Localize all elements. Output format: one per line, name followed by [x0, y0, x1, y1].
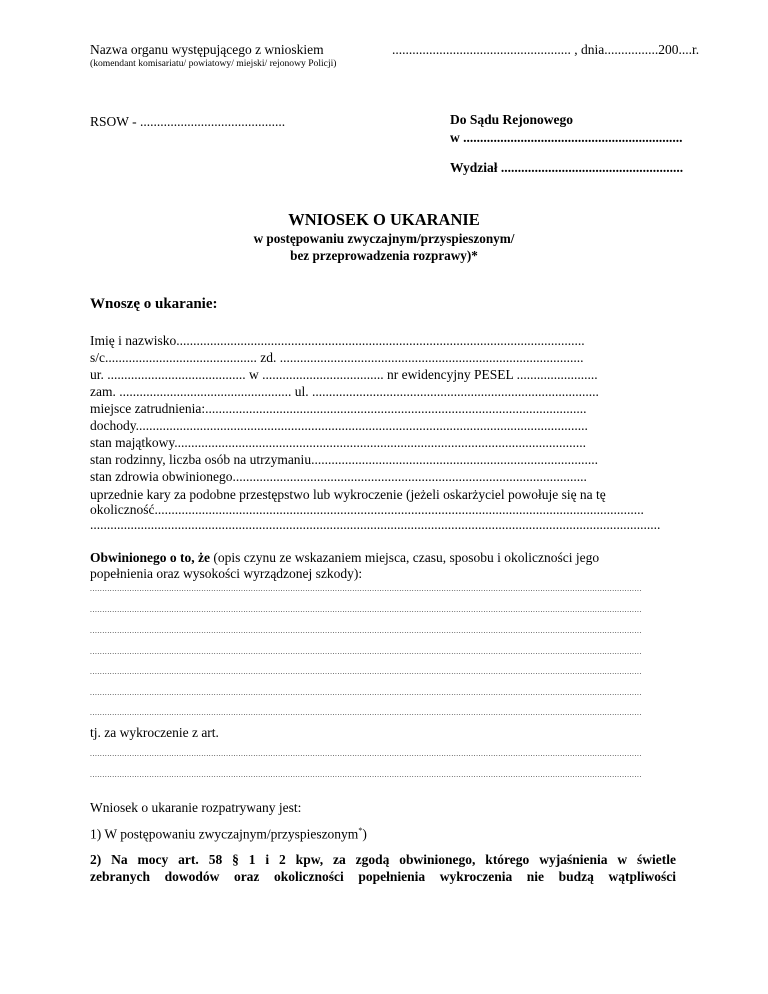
- description-dotted-line: ...............................................................................................................................................................................................................................: [90, 584, 642, 593]
- footnote-mark: *: [358, 826, 363, 835]
- document-subtitle-1: w postępowaniu zwyczajnym/przyspieszonym/: [253, 231, 515, 246]
- option-1-text: 1) W postępowaniu zwyczajnym/przyspieszonym: [90, 826, 359, 842]
- field-employment: miejsce zatrudnienia:.................................................................................................................: [90, 401, 587, 416]
- organ-label: Nazwa organu występującego z wnioskiem: [90, 42, 324, 57]
- field-name: Imię i nazwisko.........................................................................................................................: [90, 333, 585, 348]
- option-1: [90, 826, 367, 843]
- offense-dotted-line: ...............................................................................................................................................................................................................................: [90, 749, 642, 758]
- accused-description-intro: [90, 550, 599, 566]
- accused-instruction-line-2: popełnienia oraz wysokości wyrządzonej szkody):: [90, 566, 363, 581]
- rsow-line: RSOW - ...........................................: [90, 114, 286, 129]
- prior-penalties-line-2: okoliczność.................................................................................................................................................: [90, 502, 644, 517]
- field-family: stan rodzinny, liczba osób na utrzymaniu.....................................................................................: [90, 452, 598, 467]
- request-heading: Wnoszę o ukaranie:: [90, 296, 218, 312]
- field-income: dochody......................................................................................................................................: [90, 418, 588, 433]
- prior-penalties-line-3: .........................................................................................................................................................................: [90, 517, 661, 532]
- field-address: zam. ................................................... ul. .....................................................................................: [90, 384, 599, 399]
- court-label: Do Sądu Rejonowego: [450, 112, 574, 127]
- field-assets: stan majątkowy..........................................................................................................................: [90, 435, 586, 450]
- field-parents: s/c............................................. zd. ..........................................................................................: [90, 350, 584, 365]
- department-line: Wydział ......................................................: [450, 160, 684, 175]
- field-birth: ur. ......................................... w .................................... nr ewidencyjny PESEL ........................: [90, 367, 598, 382]
- offense-dotted-line: ...............................................................................................................................................................................................................................: [90, 770, 642, 779]
- document-title: WNIOSEK O UKARANIE: [288, 210, 480, 229]
- description-dotted-line: ...............................................................................................................................................................................................................................: [90, 708, 642, 717]
- accused-instruction: (opis czynu ze wskazaniem miejsca, czasu, sposobu i okoliczności jego: [210, 550, 600, 565]
- description-dotted-line: ...............................................................................................................................................................................................................................: [90, 688, 642, 697]
- field-health: stan zdrowia obwinionego.........................................................................................................: [90, 469, 587, 484]
- option-1-close: ): [362, 826, 367, 842]
- document-subtitle-2: bez przeprowadzenia rozprawy)*: [290, 248, 478, 263]
- organ-sub-label: (komendant komisariatu/ powiatowy/ miejski/ rejonowy Policji): [90, 58, 337, 69]
- offense-label: tj. za wykroczenie z art.: [90, 725, 219, 740]
- considered-label: Wniosek o ukaranie rozpatrywany jest:: [90, 800, 302, 815]
- accused-bold-label: Obwinionego o to, że: [90, 550, 210, 565]
- description-dotted-line: ...............................................................................................................................................................................................................................: [90, 626, 642, 635]
- date-line: ..................................................... , dnia................200....r.: [392, 42, 700, 57]
- description-dotted-line: ...............................................................................................................................................................................................................................: [90, 647, 642, 656]
- description-dotted-line: ...............................................................................................................................................................................................................................: [90, 667, 642, 676]
- option-2-line-2: zebranych dowodów oraz okoliczności popełnienia wykroczenia nie budzą wątpliwości: [90, 869, 676, 884]
- option-2-line-1: 2) Na mocy art. 58 § 1 i 2 kpw, za zgodą obwinionego, którego wyjaśnienia w świetle: [90, 852, 676, 867]
- prior-penalties-line-1: uprzednie kary za podobne przestępstwo lub wykroczenie (jeżeli oskarżyciel powołuje się na tę: [90, 487, 606, 502]
- description-dotted-line: ...............................................................................................................................................................................................................................: [90, 605, 642, 614]
- court-location-line: w .................................................................: [450, 130, 683, 145]
